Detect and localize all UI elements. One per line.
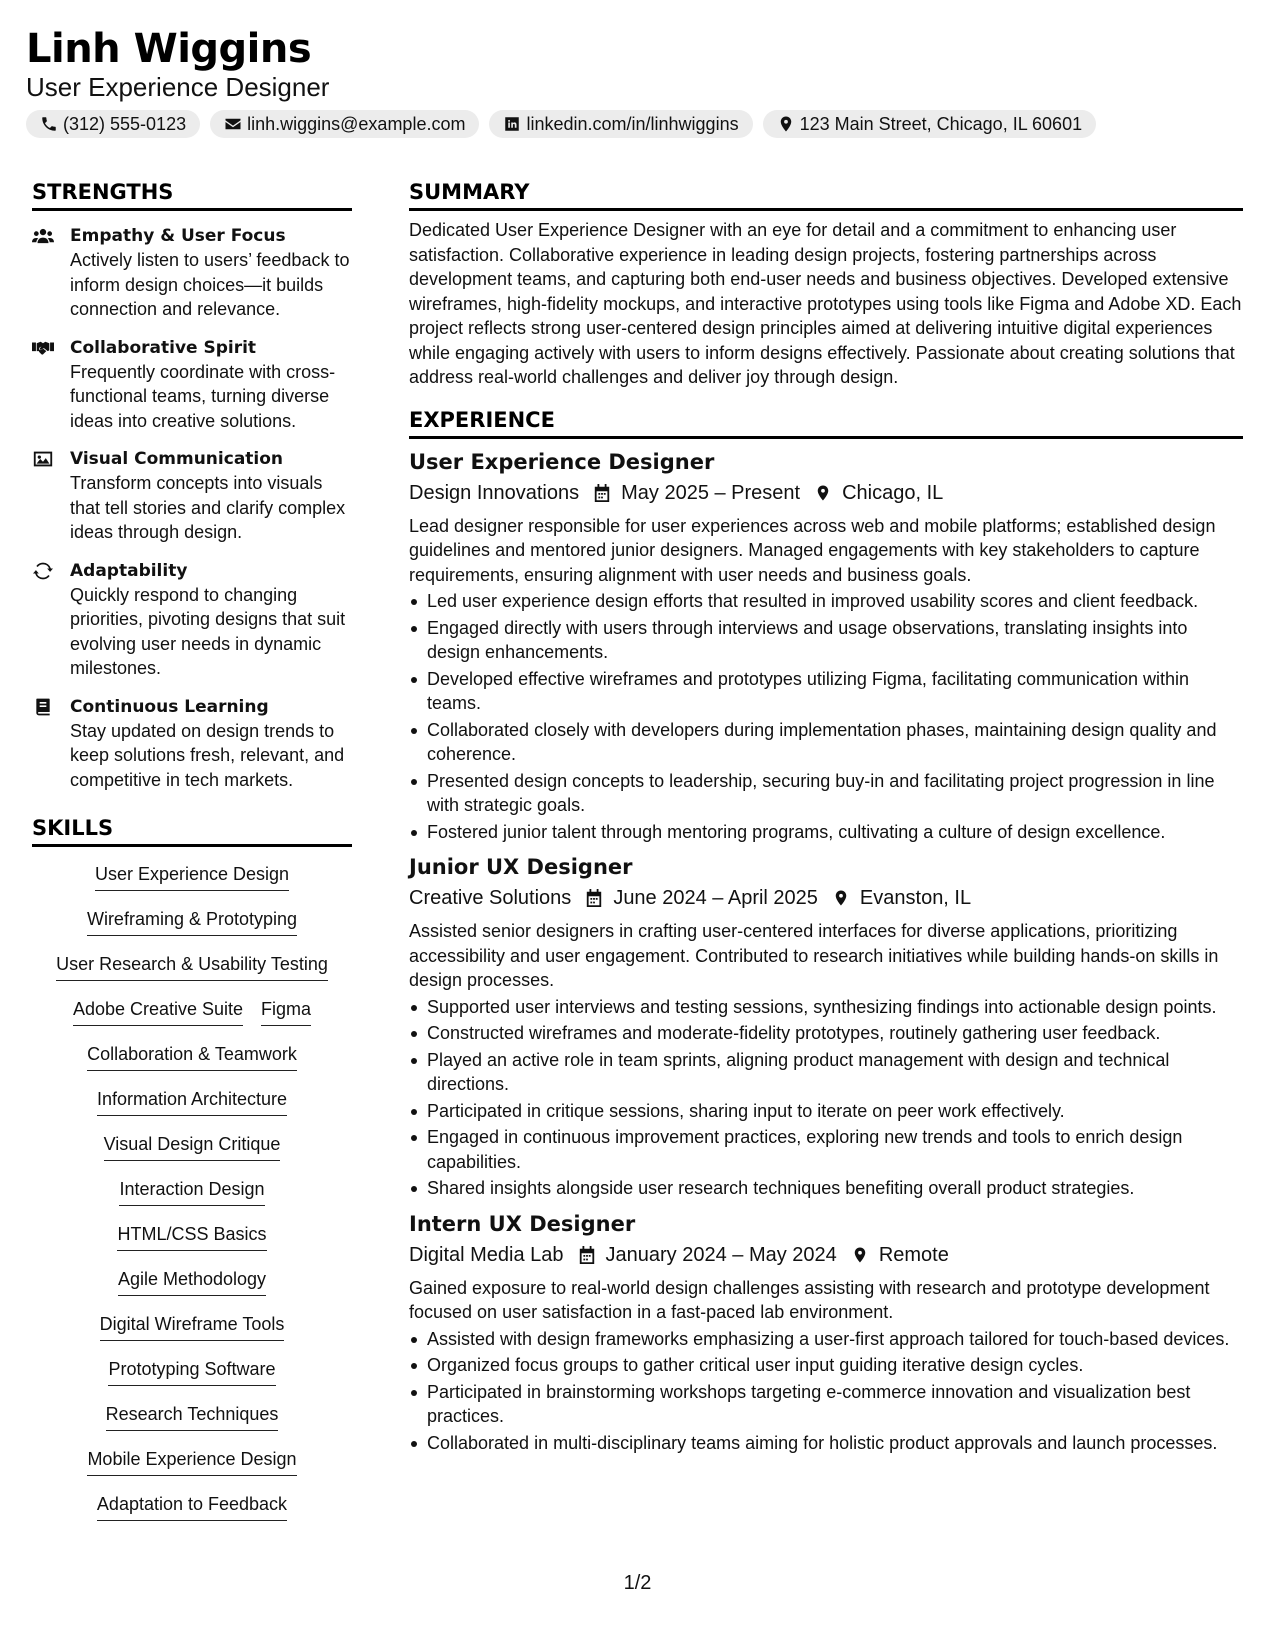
skill-tag: Agile Methodology — [118, 1266, 266, 1296]
skill-tag: Prototyping Software — [108, 1356, 275, 1386]
contact-phone-text: (312) 555-0123 — [63, 113, 187, 134]
skill-tag: User Experience Design — [95, 861, 289, 891]
bullet-item: Participated in brainstorming workshops targeting e-commerce innovation and visualization best practices. — [409, 1380, 1243, 1429]
envelope-icon — [224, 115, 242, 133]
resume-header — [26, 26, 1256, 138]
strength-item — [32, 447, 352, 545]
strength-desc: Frequently coordinate with cross-functional teams, turning diverse ideas into creative solutions. — [70, 361, 336, 431]
job-title: Intern UX Designer — [409, 1211, 636, 1236]
map-pin-icon — [851, 1245, 869, 1265]
right-column — [409, 178, 1243, 1457]
candidate-name: Linh Wiggins — [26, 26, 312, 72]
strength-item — [32, 559, 352, 681]
bullet-item: Led user experience design efforts that resulted in improved usability scores and client feedback. — [409, 589, 1243, 614]
linkedin-icon — [503, 115, 521, 133]
bullet-item: Engaged directly with users through interviews and usage observations, translating insights into design enhancements. — [409, 616, 1243, 665]
bullet-item: Constructed wireframes and moderate-fidelity prototypes, routinely gathering user feedback. — [409, 1021, 1243, 1046]
job-meta — [409, 884, 1243, 912]
image-icon — [32, 449, 54, 469]
skill-tag: Digital Wireframe Tools — [100, 1311, 285, 1341]
job-entry — [409, 448, 1243, 845]
skill-tag: Mobile Experience Design — [87, 1446, 296, 1476]
strengths-list — [32, 224, 352, 792]
experience-heading: EXPERIENCE — [409, 406, 1243, 439]
strength-title: Visual Communication — [70, 449, 284, 469]
bullet-item: Assisted with design frameworks emphasizing a user-first approach tailored for touch-based devices. — [409, 1327, 1243, 1352]
job-company: Design Innovations — [409, 481, 580, 504]
contact-bar — [26, 110, 1256, 138]
bullet-item: Collaborated in multi-disciplinary teams aiming for holistic product approvals and launch processes. — [409, 1431, 1243, 1456]
job-company: Creative Solutions — [409, 887, 572, 909]
bullet-item: Played an active role in team sprints, aligning product management with design and technical directions. — [409, 1048, 1243, 1097]
job-description: Lead designer responsible for user experiences across web and mobile platforms; established design guidelines and mentored junior designers. Managed engagements with key stakeholders to capture requirements, ensuring alignment with user needs and business goals. — [409, 515, 1216, 585]
calendar-icon — [593, 483, 611, 503]
strength-desc: Transform concepts into visuals that tell stories and clarify complex ideas through design. — [70, 473, 346, 542]
bullet-item: Supported user interviews and testing sessions, synthesizing findings into actionable design points. — [409, 995, 1243, 1020]
contact-email-text: linh.wiggins@example.com — [247, 113, 466, 134]
sync-icon — [32, 561, 54, 581]
job-location: Evanston, IL — [859, 887, 972, 909]
job-location: Chicago, IL — [842, 481, 944, 504]
contact-linkedin-text: linkedin.com/in/linhwiggins — [526, 113, 739, 134]
strength-title: Collaborative Spirit — [70, 337, 257, 358]
candidate-title: User Experience Designer — [26, 72, 330, 102]
contact-phone[interactable] — [26, 110, 200, 138]
job-description: Gained exposure to real-world design challenges assisting with research and prototype development focused on user satisfaction in a fast-paced lab environment. — [409, 1277, 1210, 1322]
bullet-item: Shared insights alongside user research techniques benefiting overall product strategies. — [409, 1176, 1243, 1201]
skill-tag: Interaction Design — [119, 1176, 264, 1206]
calendar-icon — [578, 1245, 596, 1265]
calendar-icon — [585, 888, 603, 908]
job-meta — [409, 1241, 1243, 1269]
skill-tag: User Research & Usability Testing — [56, 951, 328, 981]
job-meta — [409, 479, 1243, 507]
skill-tag: Collaboration & Teamwork — [87, 1041, 297, 1071]
skill-tag: Adobe Creative Suite — [73, 996, 243, 1026]
strength-title: Continuous Learning — [70, 696, 269, 717]
strength-item — [32, 695, 352, 793]
job-dates: May 2025 – Present — [621, 481, 801, 504]
bullet-item: Collaborated closely with developers during implementation phases, maintaining design quality and coherence. — [409, 718, 1243, 767]
contact-address — [763, 110, 1097, 138]
map-pin-icon — [832, 888, 850, 908]
left-column — [32, 178, 352, 1536]
contact-address-text: 123 Main Street, Chicago, IL 60601 — [799, 113, 1083, 134]
skill-tag: HTML/CSS Basics — [117, 1221, 266, 1251]
job-bullets — [409, 1327, 1243, 1456]
strengths-heading: STRENGTHS — [32, 178, 352, 211]
strength-desc: Quickly respond to changing priorities, pivoting designs that suit evolving user needs in dynamic milestones. — [70, 584, 346, 678]
handshake-icon — [32, 338, 54, 358]
book-icon — [32, 697, 54, 717]
strength-desc: Actively listen to users’ feedback to inform design choices—it builds connection and relevance. — [70, 250, 350, 319]
strength-title: Empathy & User Focus — [70, 226, 286, 246]
strength-desc: Stay updated on design trends to keep solutions fresh, relevant, and competitive in tech markets. — [70, 720, 345, 790]
bullet-item: Participated in critique sessions, sharing input to iterate on peer work effectively. — [409, 1099, 1243, 1124]
skill-tag: Information Architecture — [97, 1086, 287, 1116]
skill-tag: Figma — [261, 996, 311, 1026]
skills-heading: SKILLS — [32, 814, 352, 847]
users-icon — [32, 226, 54, 246]
contact-linkedin[interactable] — [489, 110, 752, 138]
skill-tag: Research Techniques — [106, 1401, 279, 1431]
job-entry — [409, 853, 1243, 1201]
bullet-item: Fostered junior talent through mentoring programs, cultivating a culture of design excellence. — [409, 820, 1243, 845]
bullet-item: Engaged in continuous improvement practices, exploring new trends and tools to enrich design capabilities. — [409, 1125, 1243, 1174]
contact-email[interactable] — [210, 110, 479, 138]
summary-heading: SUMMARY — [409, 178, 1243, 211]
job-company: Digital Media Lab — [409, 1243, 564, 1266]
strength-item — [32, 224, 352, 322]
map-pin-icon — [814, 483, 832, 503]
strength-item — [32, 336, 352, 434]
job-description: Assisted senior designers in crafting user-centered interfaces for diverse applications, prioritizing accessibility and user engagement. Contributed to research initiatives while building hands-on skills in design processes. — [409, 921, 1219, 990]
skills-list — [32, 861, 352, 1536]
job-bullets — [409, 995, 1243, 1201]
skill-tag: Wireframing & Prototyping — [87, 906, 297, 936]
map-pin-icon — [777, 115, 795, 133]
skill-tag: Adaptation to Feedback — [97, 1491, 287, 1521]
skill-tag: Visual Design Critique — [104, 1131, 281, 1161]
bullet-item: Presented design concepts to leadership, securing buy-in and facilitating project progression in line with strategic goals. — [409, 769, 1243, 818]
job-dates: June 2024 – April 2025 — [613, 887, 818, 909]
job-dates: January 2024 – May 2024 — [605, 1243, 837, 1266]
bullet-item: Developed effective wireframes and prototypes utilizing Figma, facilitating communication within teams. — [409, 667, 1243, 716]
job-title: Junior UX Designer — [409, 855, 633, 879]
summary-text: Dedicated User Experience Designer with an eye for detail and a commitment to enhancing user satisfaction. Collaborative experience in leading design projects, fostering partnerships across development teams, and capturing both end-user needs and business objectives. Developed extensive wireframes, high-fidelity mockups, and interactive prototypes using tools like Figma and Adobe XD. Each project reflects strong user-centered design principles aimed at delivering intuitive digital experiences while engaging actively with users to inform designs effectively. Passionate about creating solutions that address real-world challenges and deliver joy through design. — [409, 220, 1242, 387]
job-bullets — [409, 589, 1243, 844]
job-location: Remote — [878, 1243, 949, 1266]
phone-icon — [40, 115, 58, 133]
bullet-item: Organized focus groups to gather critical user input guiding iterative design cycles. — [409, 1353, 1243, 1378]
strength-title: Adaptability — [70, 560, 188, 581]
page-number: 1/2 — [623, 1572, 652, 1594]
job-title: User Experience Designer — [409, 449, 715, 474]
job-entry — [409, 1210, 1243, 1456]
